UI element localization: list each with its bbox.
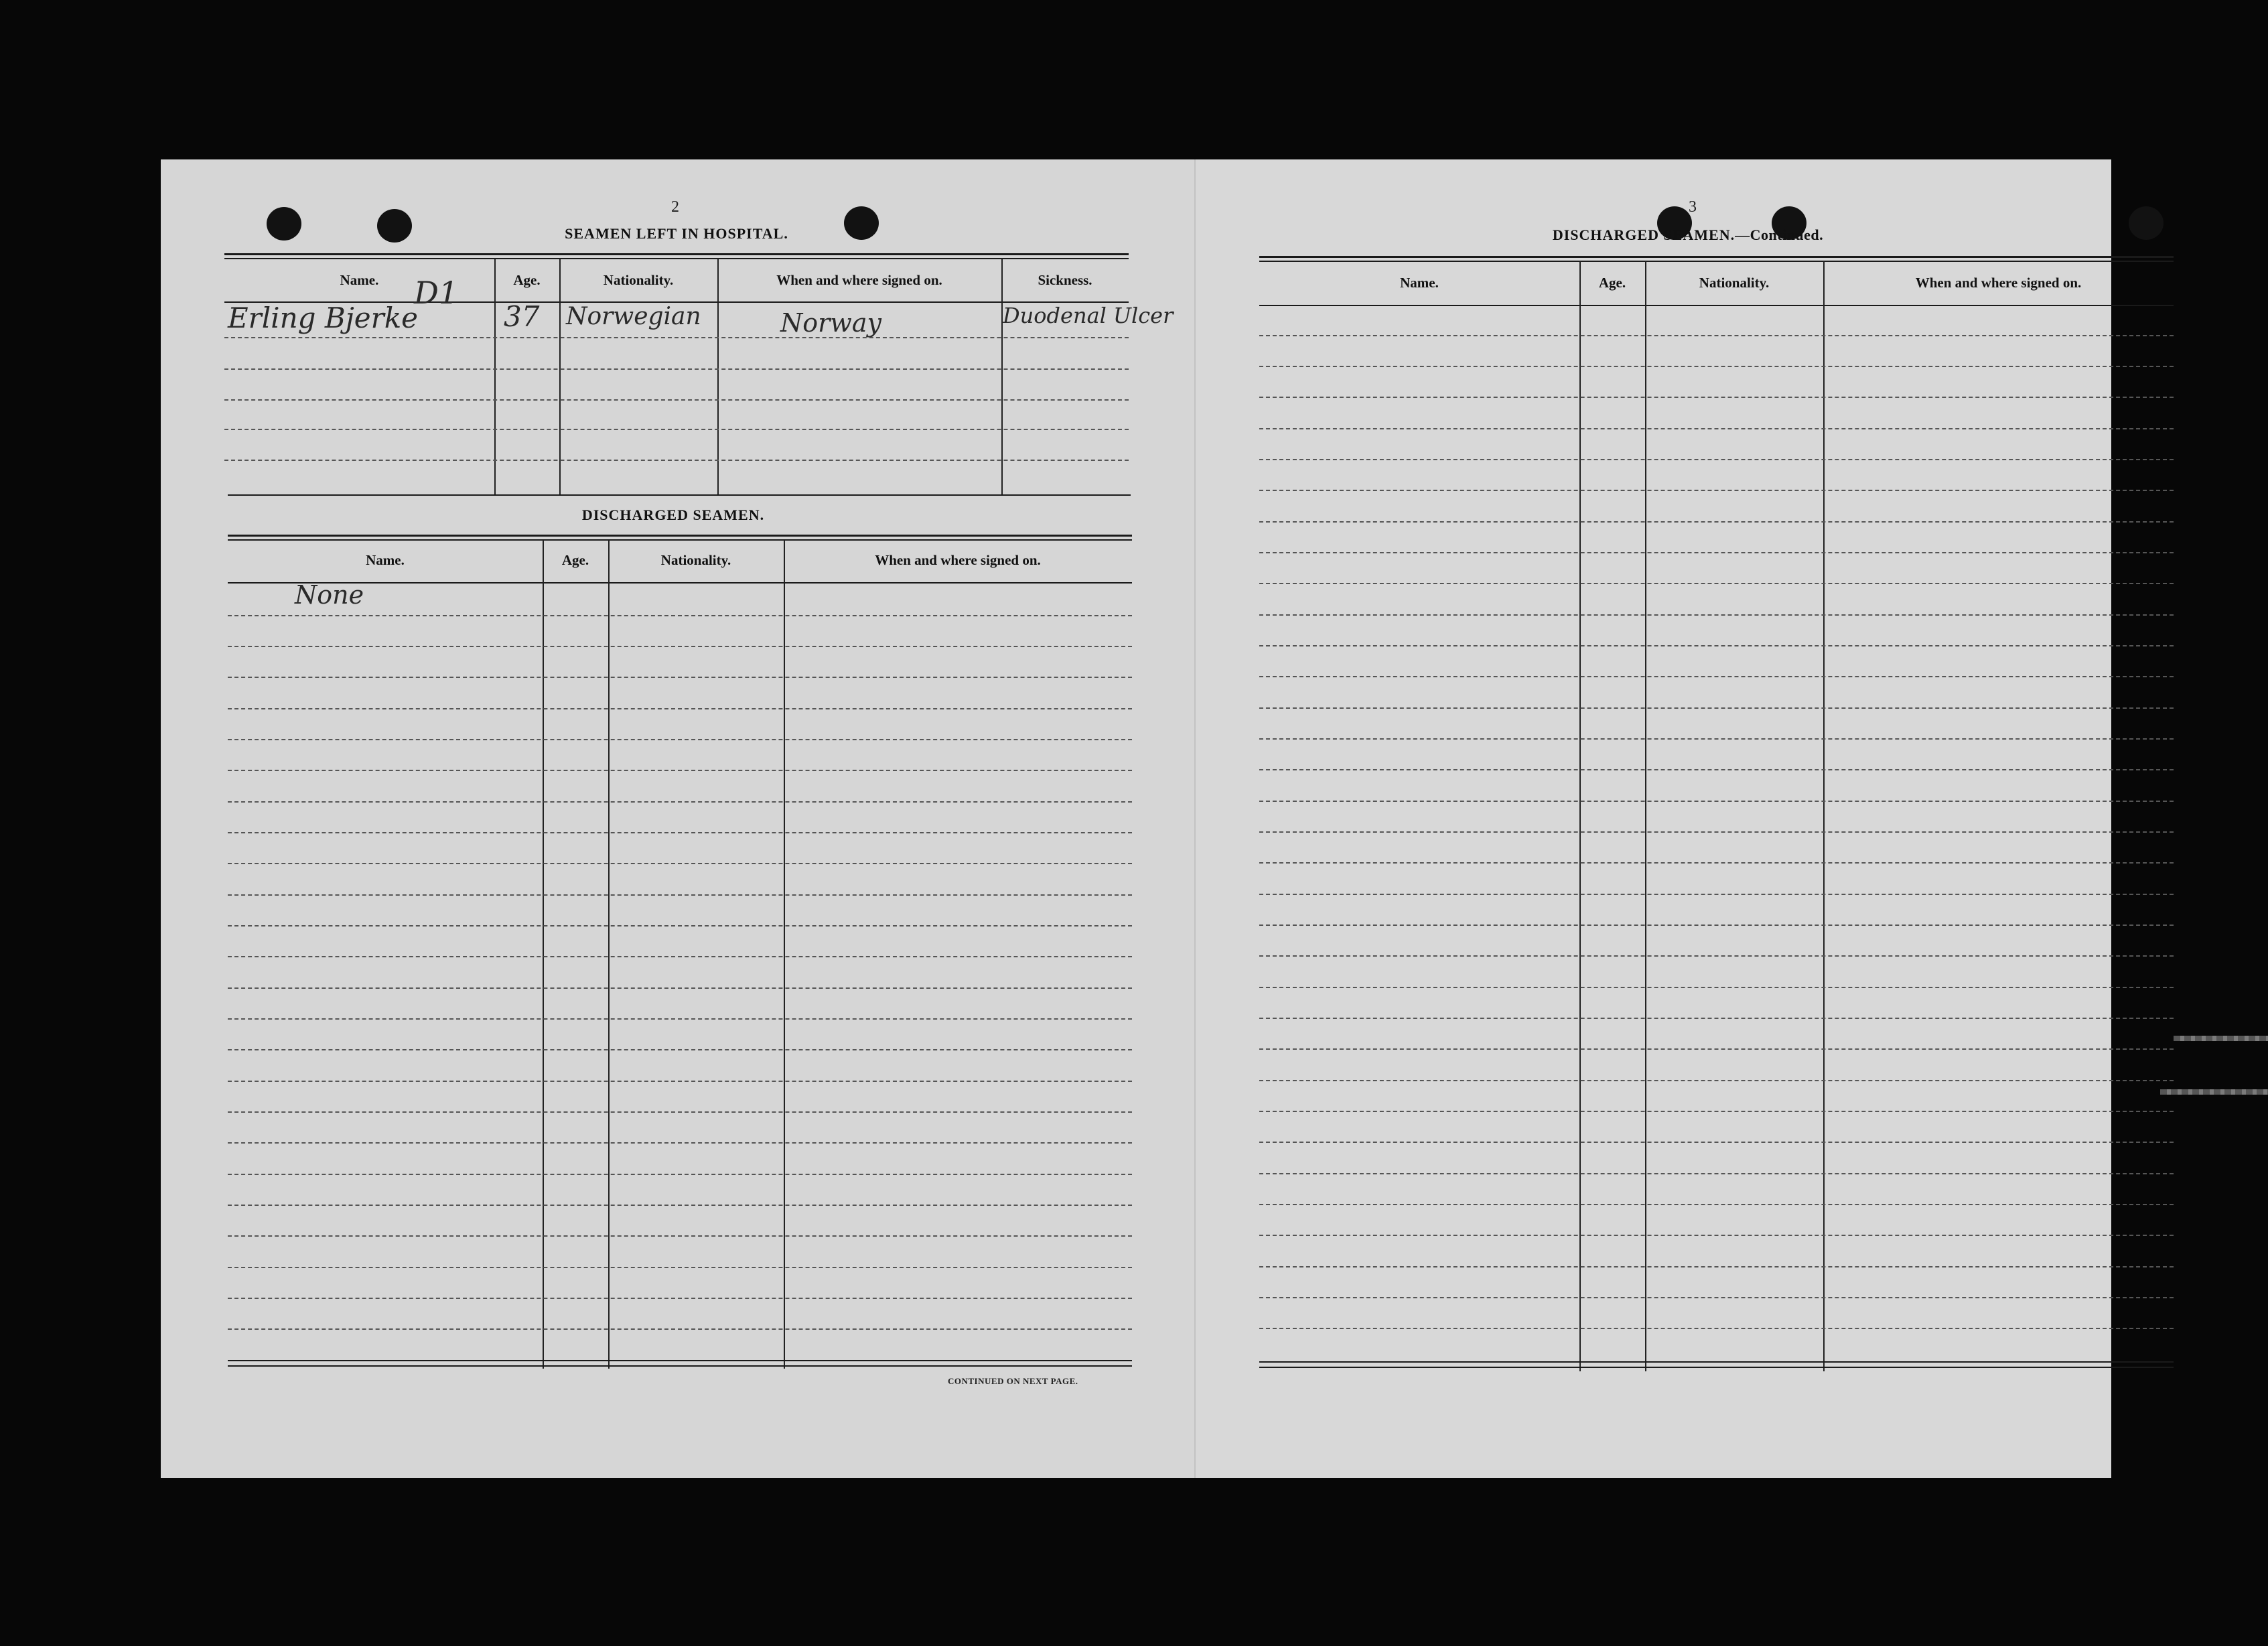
entry-age: 37 <box>504 300 540 333</box>
section-title-continued: —Continued. <box>1735 226 1824 243</box>
section-title-main: DISCHARGED SEAMEN. <box>1552 226 1735 243</box>
entry-nationality: Norwegian <box>566 303 701 330</box>
col-header-age: Age. <box>1598 275 1626 291</box>
page-number: 2 <box>671 198 679 216</box>
entry-sickness: Duodenal Ulcer <box>1003 303 1174 328</box>
col-header-name: Name. <box>340 272 379 288</box>
col-header-signed-on: When and where signed on. <box>1915 275 2082 291</box>
hospital-section-title: SEAMEN LEFT IN HOSPITAL. <box>565 225 788 242</box>
discharged-continued-title <box>1514 226 1862 244</box>
col-header-name: Name. <box>1400 275 1439 291</box>
page-number: 3 <box>1689 198 1697 216</box>
discharged-section-title: DISCHARGED SEAMEN. <box>581 506 765 523</box>
discharged-table <box>228 535 1132 1369</box>
col-header-sickness: Sickness. <box>1038 272 1092 288</box>
faded-stamp <box>2174 1036 2268 1041</box>
right-page <box>1196 159 2111 1478</box>
col-header-nationality: Nationality. <box>603 272 674 288</box>
col-header-signed-on: When and where signed on. <box>875 552 1041 568</box>
punch-hole <box>377 209 412 243</box>
faded-stamp <box>2160 1089 2268 1095</box>
ledger-sheet <box>161 159 2111 1478</box>
hospital-table <box>224 253 1129 494</box>
punch-hole <box>2129 206 2164 240</box>
discharged-continued-table <box>1259 256 2174 1371</box>
col-header-name: Name. <box>366 552 405 568</box>
punch-hole <box>267 207 301 241</box>
entry-mark: D1 <box>414 275 459 311</box>
entry-name: Erling Bjerke <box>228 301 419 334</box>
col-header-age: Age. <box>561 552 589 568</box>
discharged-none-note: None <box>295 580 364 610</box>
col-header-nationality: Nationality. <box>660 552 731 568</box>
punch-hole <box>844 206 879 240</box>
entry-signed-on: Norway <box>780 308 881 338</box>
left-page <box>161 159 1196 1478</box>
col-header-nationality: Nationality. <box>1699 275 1770 291</box>
col-header-age: Age. <box>513 272 541 288</box>
col-header-signed-on: When and where signed on. <box>776 272 942 288</box>
continued-footer: CONTINUED ON NEXT PAGE. <box>948 1376 1078 1386</box>
